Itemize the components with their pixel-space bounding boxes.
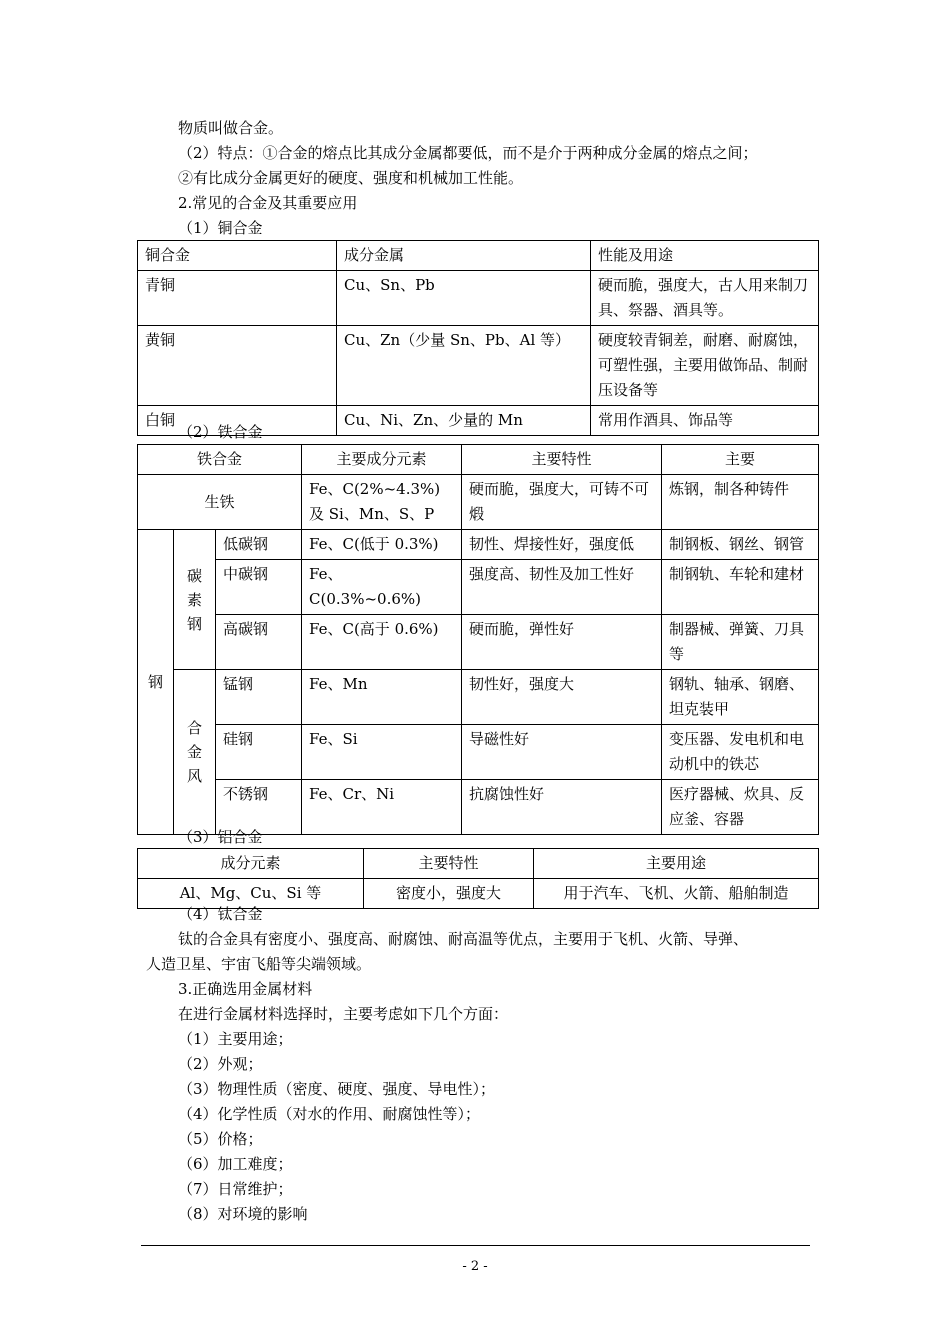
table-cell: Al、Mg、Cu、Si 等 [138, 879, 364, 909]
steel-group-label: 钢 [138, 530, 174, 835]
intro-line-1: 物质叫做合金。 [178, 119, 284, 137]
table-cell: 硬而脆，弹性好 [462, 615, 662, 670]
footer-divider [141, 1245, 810, 1246]
table-cell: Fe、C(低于 0.3%) [302, 530, 462, 560]
header-cell: 主要特性 [364, 849, 534, 879]
table-cell: 炼钢，制各种铸件 [662, 475, 819, 530]
table-cell: 硅钢 [216, 725, 302, 780]
header-cell: 主要成分元素 [302, 445, 462, 475]
subheading-copper: （1）铜合金 [178, 219, 263, 237]
table-row [138, 725, 819, 780]
factor-item: （4）化学性质（对水的作用、耐腐蚀性等）； [178, 1105, 481, 1123]
header-cell: 主要 [662, 445, 819, 475]
table-cell: 钢轨、轴承、钢磨、坦克装甲 [662, 670, 819, 725]
table-cell: 高碳钢 [216, 615, 302, 670]
table-cell: Cu、Sn、Pb [337, 271, 591, 326]
intro-line-3: ②有比成分金属更好的硬度、强度和机械加工性能。 [178, 169, 524, 187]
header-cell: 成分金属 [337, 241, 591, 271]
header-cell: 成分元素 [138, 849, 364, 879]
factor-item: （1）主要用途； [178, 1030, 293, 1048]
table-header-row [138, 241, 819, 271]
titanium-text-line-1: 钛的合金具有密度小、强度高、耐腐蚀、耐高温等优点，主要用于飞机、火箭、导弹、 [178, 930, 749, 948]
table-cell: Fe、Si [302, 725, 462, 780]
table-cell: Fe、C(2%~4.3%)及 Si、Mn、S、P [302, 475, 462, 530]
factor-item: （5）价格； [178, 1130, 263, 1148]
table-cell: 抗腐蚀性好 [462, 780, 662, 835]
aluminum-alloy-table [137, 848, 819, 909]
table-cell: Fe、C(高于 0.6%) [302, 615, 462, 670]
subheading-aluminum: （3）铝合金 [178, 828, 263, 846]
copper-alloy-table [137, 240, 819, 436]
table-cell: 中碳钢 [216, 560, 302, 615]
titanium-text-line-2: 人造卫星、宇宙飞船等尖端领域。 [146, 955, 372, 973]
factor-item: （7）日常维护； [178, 1180, 293, 1198]
subheading-iron: （2）铁合金 [178, 423, 263, 441]
table-row [138, 615, 819, 670]
section-heading-3: 3.正确选用金属材料 [178, 980, 313, 998]
header-cell: 铜合金 [138, 241, 337, 271]
table-header-row [138, 445, 819, 475]
table-cell: 变压器、发电机和电动机中的铁芯 [662, 725, 819, 780]
table-cell: Fe、Mn [302, 670, 462, 725]
table-cell: 青铜 [138, 271, 337, 326]
header-cell: 主要用途 [534, 849, 819, 879]
page-number: - 2 - [462, 1259, 488, 1274]
iron-alloy-table [137, 444, 819, 835]
table-cell: Cu、Zn（少量 Sn、Pb、Al 等） [337, 326, 591, 406]
table-cell: 黄铜 [138, 326, 337, 406]
table-cell: 白铜 [138, 406, 337, 436]
table-cell: 韧性好，强度大 [462, 670, 662, 725]
factor-item: （6）加工难度； [178, 1155, 293, 1173]
table-cell: 生铁 [138, 475, 302, 530]
factor-item: （8）对环境的影响 [178, 1205, 308, 1223]
header-cell: 主要特性 [462, 445, 662, 475]
table-cell: 硬而脆，强度大，可铸不可煅 [462, 475, 662, 530]
factor-item: （3）物理性质（密度、硬度、强度、导电性）； [178, 1080, 496, 1098]
table-row [138, 271, 819, 326]
table-cell: 用于汽车、飞机、火箭、船舶制造 [534, 879, 819, 909]
table-cell: 锰钢 [216, 670, 302, 725]
carbon-steel-group-label: 碳素钢 [174, 530, 216, 670]
table-cell: Fe、C(0.3%~0.6%) [302, 560, 462, 615]
table-cell: 密度小，强度大 [364, 879, 534, 909]
table-cell: 制钢板、钢丝、钢管 [662, 530, 819, 560]
table-cell: 医疗器械、炊具、反应釜、容器 [662, 780, 819, 835]
table-row [138, 560, 819, 615]
factor-item: （2）外观； [178, 1055, 263, 1073]
selection-intro: 在进行金属材料选择时，主要考虑如下几个方面： [178, 1005, 509, 1023]
table-row [138, 670, 819, 725]
table-cell: Cu、Ni、Zn、少量的 Mn [337, 406, 591, 436]
table-cell: 导磁性好 [462, 725, 662, 780]
table-row [138, 326, 819, 406]
header-cell: 性能及用途 [591, 241, 819, 271]
subheading-titanium: （4）钛合金 [178, 905, 263, 923]
table-cell: 低碳钢 [216, 530, 302, 560]
section-heading-2: 2.常见的合金及其重要应用 [178, 194, 358, 212]
table-header-row [138, 849, 819, 879]
table-row [138, 475, 819, 530]
table-cell: Fe、Cr、Ni [302, 780, 462, 835]
table-cell: 硬而脆，强度大，古人用来制刀具、祭器、酒具等。 [591, 271, 819, 326]
table-cell: 制钢轨、车轮和建材 [662, 560, 819, 615]
table-cell: 不锈钢 [216, 780, 302, 835]
table-cell: 硬度较青铜差，耐磨、耐腐蚀，可塑性强，主要用做饰品、制耐压设备等 [591, 326, 819, 406]
table-cell: 韧性、焊接性好，强度低 [462, 530, 662, 560]
table-cell: 制器械、弹簧、刀具等 [662, 615, 819, 670]
alloy-steel-group-label: 合金风 [174, 670, 216, 835]
intro-line-2: （2）特点：①合金的熔点比其成分金属都要低，而不是介于两种成分金属的熔点之间； [178, 144, 758, 162]
table-cell: 强度高、韧性及加工性好 [462, 560, 662, 615]
table-cell: 常用作酒具、饰品等 [591, 406, 819, 436]
table-row [138, 530, 819, 560]
header-cell: 铁合金 [138, 445, 302, 475]
